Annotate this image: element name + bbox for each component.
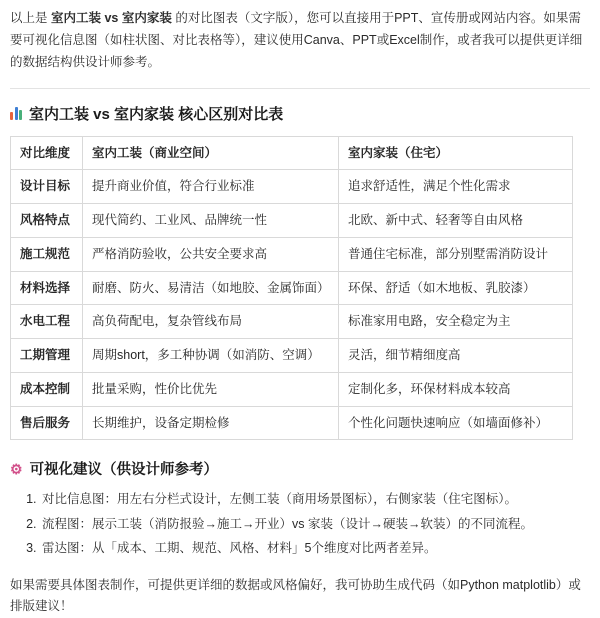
list-item: 1. 对比信息图：用左右分栏式设计，左侧工装（商用场景图标），右侧家装（住宅图标）。 xyxy=(40,487,590,511)
table-header-cell-residential: 室内家装（住宅） xyxy=(339,136,573,170)
table-row xyxy=(11,237,573,271)
gear-icon: ⚙ xyxy=(10,462,23,476)
table-row xyxy=(11,372,573,406)
table-cell-commercial: 耐磨、防火、易清洁（如地胶、金属饰面） xyxy=(83,271,339,305)
table-cell-residential: 标准家用电路，安全稳定为主 xyxy=(339,305,573,339)
table-cell-residential: 灵活，细节精细度高 xyxy=(339,339,573,373)
table-row xyxy=(11,305,573,339)
table-cell-dimension: 施工规范 xyxy=(11,237,83,271)
bar-chart-icon xyxy=(10,106,22,120)
table-cell-dimension: 风格特点 xyxy=(11,204,83,238)
list-item: 3. 雷达图：从「成本、工期、规范、风格、材料」5个维度对比两者差异。 xyxy=(40,536,590,560)
outro-paragraph: 如果需要具体图表制作，可提供更详细的数据或风格偏好，我可协助生成代码（如Python matplotlib）或排版建议！ xyxy=(10,575,590,618)
table-cell-residential: 普通住宅标准，部分别墅需消防设计 xyxy=(339,237,573,271)
table-cell-commercial: 长期维护，设备定期检修 xyxy=(83,406,339,440)
table-cell-dimension: 材料选择 xyxy=(11,271,83,305)
table-cell-commercial: 现代简约、工业风、品牌统一性 xyxy=(83,204,339,238)
table-cell-commercial: 周期short，多工种协调（如消防、空调） xyxy=(83,339,339,373)
intro-text-lead: 以上是 xyxy=(10,11,51,25)
comparison-section-title: 室内工装 vs 室内家装 核心区别对比表 xyxy=(29,103,283,124)
comparison-table xyxy=(10,136,573,441)
table-cell-dimension: 成本控制 xyxy=(11,372,83,406)
table-header-cell-dimension: 对比维度 xyxy=(11,136,83,170)
table-cell-residential: 个性化问题快速响应（如墙面修补） xyxy=(339,406,573,440)
suggestions-section-heading xyxy=(10,458,590,479)
intro-text-bold: 室内工装 vs 室内家装 xyxy=(51,11,172,25)
table-header-cell-commercial: 室内工装（商业空间） xyxy=(83,136,339,170)
comparison-section-heading xyxy=(10,103,590,124)
table-cell-dimension: 售后服务 xyxy=(11,406,83,440)
table-cell-commercial: 提升商业价值，符合行业标准 xyxy=(83,170,339,204)
table-cell-commercial: 严格消防验收，公共安全要求高 xyxy=(83,237,339,271)
table-cell-dimension: 设计目标 xyxy=(11,170,83,204)
intro-paragraph xyxy=(10,8,590,74)
table-row xyxy=(11,170,573,204)
table-cell-commercial: 批量采购，性价比优先 xyxy=(83,372,339,406)
table-cell-dimension: 工期管理 xyxy=(11,339,83,373)
section-divider xyxy=(10,88,590,89)
table-cell-dimension: 水电工程 xyxy=(11,305,83,339)
suggestions-list xyxy=(10,487,590,560)
table-cell-residential: 北欧、新中式、轻奢等自由风格 xyxy=(339,204,573,238)
intro-text-tail: 的对比图表（文字版），您可以直接用于PPT、宣传册或网站内容。如果需要可视化信息图（如柱状图、对比表格等），建议使用Canva、PPT或Excel制作，或者我可以提供更详细的数据结构供设计师参考。 xyxy=(10,11,582,69)
table-row xyxy=(11,339,573,373)
table-row xyxy=(11,406,573,440)
table-header-row xyxy=(11,136,573,170)
table-cell-commercial: 高负荷配电，复杂管线布局 xyxy=(83,305,339,339)
table-row xyxy=(11,271,573,305)
table-cell-residential: 定制化多，环保材料成本较高 xyxy=(339,372,573,406)
table-cell-residential: 环保、舒适（如木地板、乳胶漆） xyxy=(339,271,573,305)
table-cell-residential: 追求舒适性，满足个性化需求 xyxy=(339,170,573,204)
suggestions-section-title: 可视化建议（供设计师参考） xyxy=(30,458,219,479)
table-row xyxy=(11,204,573,238)
list-item: 2. 流程图：展示工装（消防报验→施工→开业）vs 家装（设计→硬装→软装）的不同流程。 xyxy=(40,512,590,536)
